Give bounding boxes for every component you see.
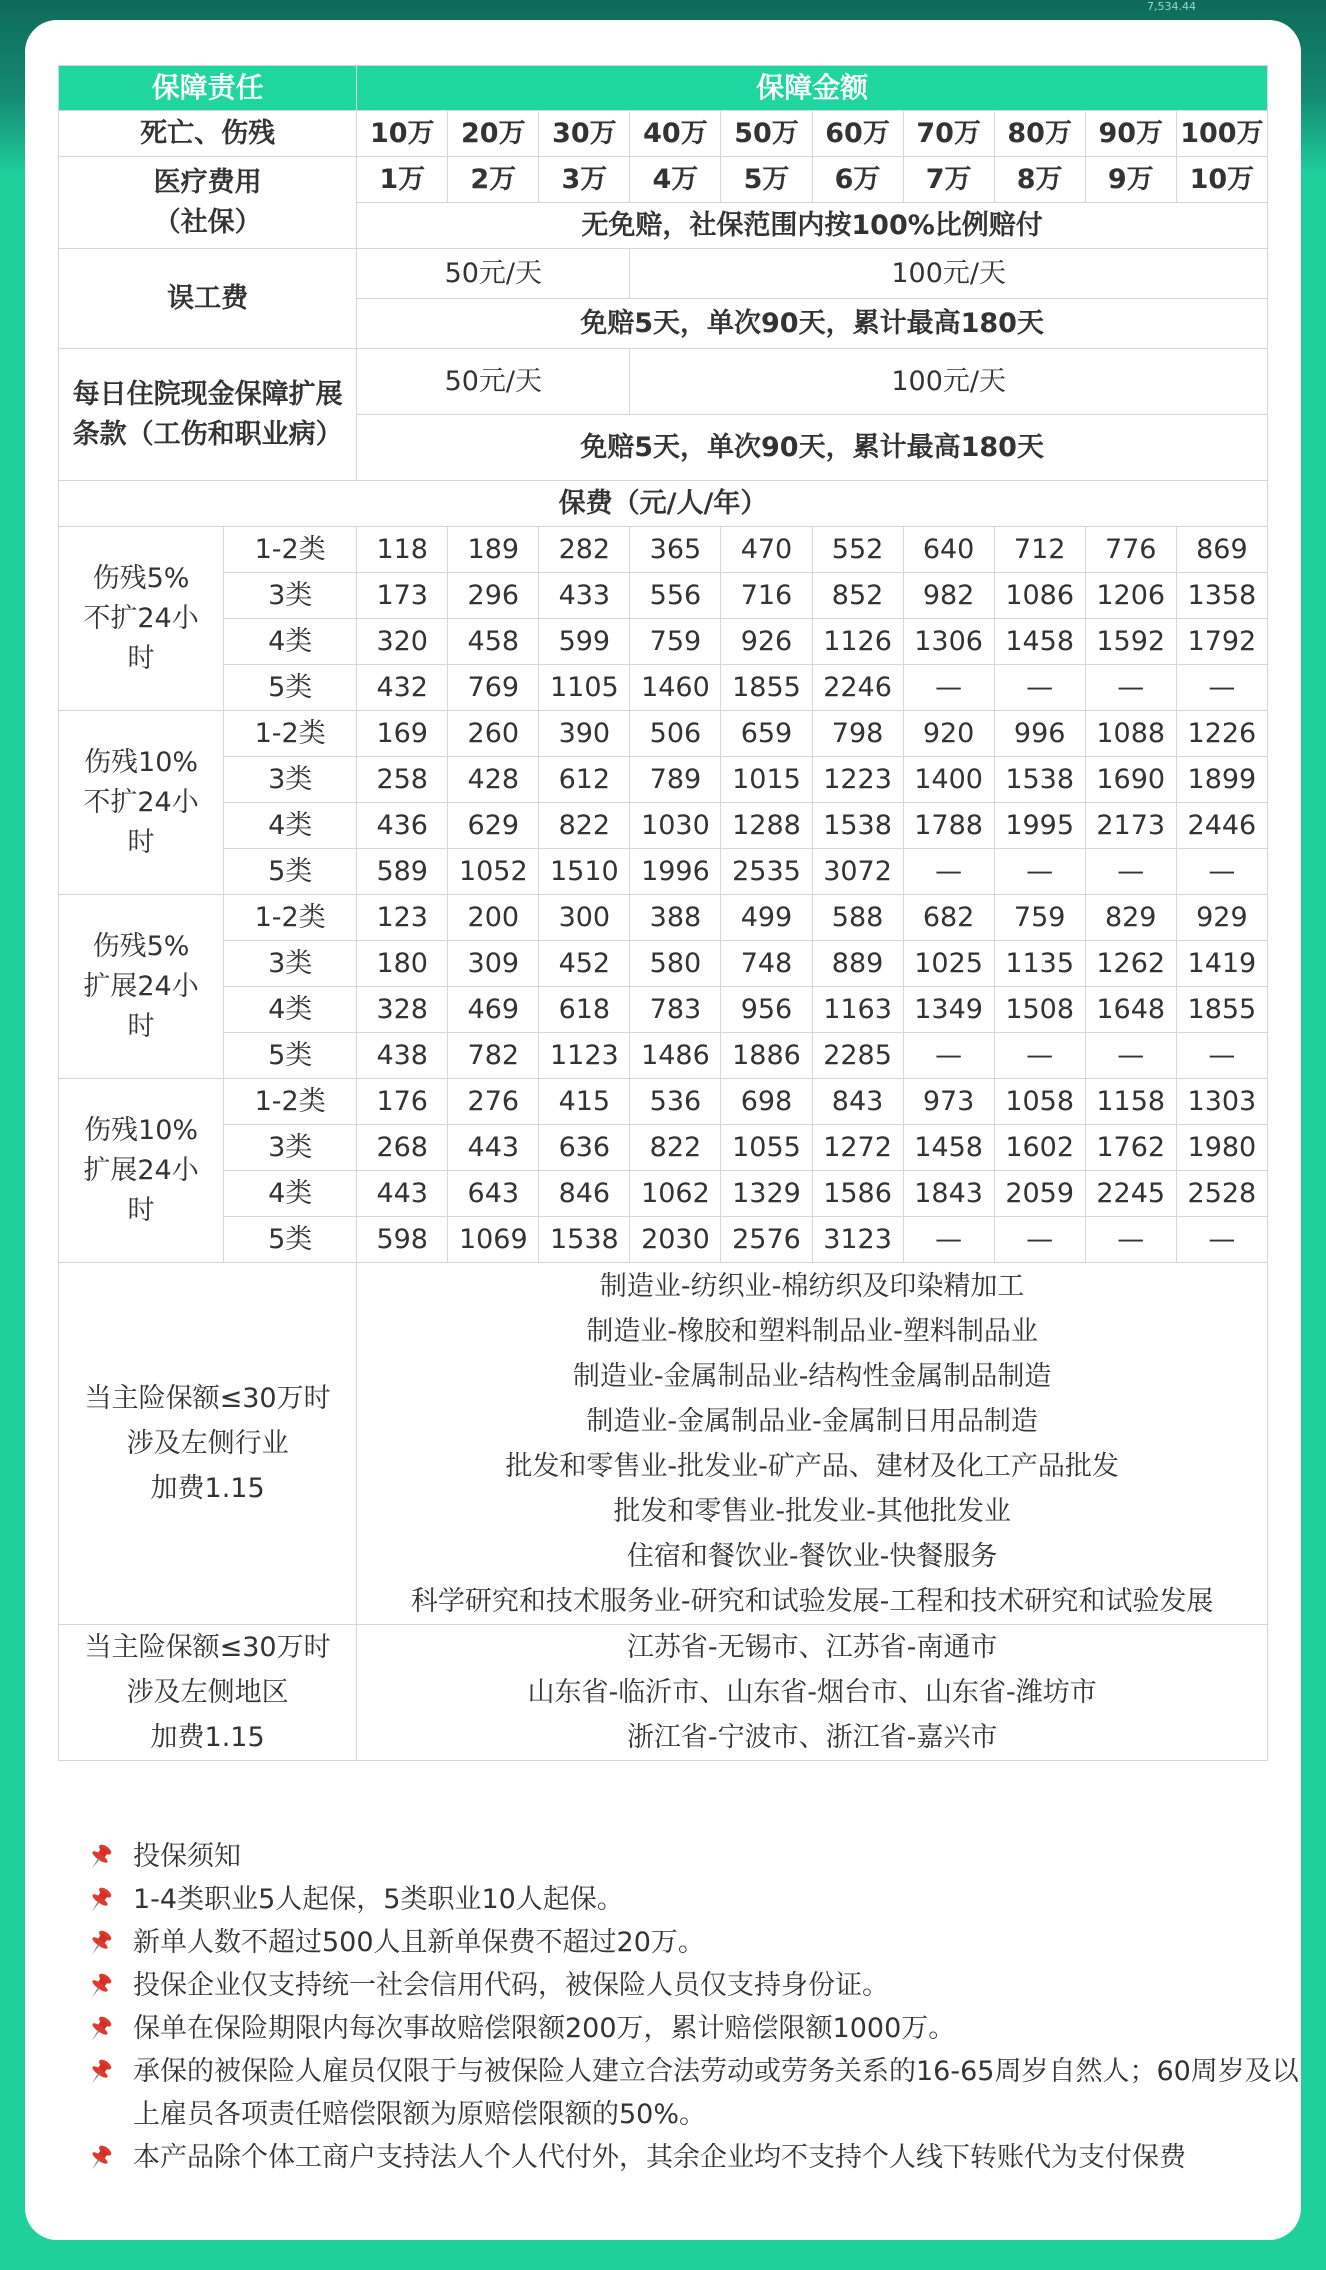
- premium-value: 1062: [630, 1171, 721, 1217]
- industry-surcharge-item: 制造业-金属制品业-金属制日用品制造: [586, 1405, 1038, 1437]
- occupation-class: 3类: [224, 941, 357, 987]
- premium-value: 415: [539, 1079, 630, 1125]
- lost-wages-label: 误工费: [59, 249, 357, 349]
- premium-value: 1586: [812, 1171, 903, 1217]
- death-amount: 80万: [994, 111, 1085, 157]
- premium-value: 2173: [1085, 803, 1176, 849]
- premium-value: 260: [448, 711, 539, 757]
- pushpin-icon: [85, 2057, 115, 2087]
- premium-value: 1510: [539, 849, 630, 895]
- table-row: [59, 757, 1268, 803]
- premium-value: 1400: [903, 757, 994, 803]
- premium-value: 1206: [1085, 573, 1176, 619]
- occupation-class: 3类: [224, 573, 357, 619]
- premium-value: 1303: [1176, 1079, 1267, 1125]
- medical-amount: 7万: [903, 157, 994, 203]
- pushpin-icon: [85, 1885, 115, 1915]
- premium-value: 169: [357, 711, 448, 757]
- premium-value: 1690: [1085, 757, 1176, 803]
- occupation-class: 3类: [224, 1125, 357, 1171]
- industry-surcharge-list: [357, 1263, 1268, 1625]
- table-row: [59, 157, 1268, 203]
- premium-value: —: [1085, 665, 1176, 711]
- note-text: 1-4类职业5人起保，5类职业10人起保。: [133, 1884, 624, 1915]
- premium-value: 589: [357, 849, 448, 895]
- medical-amount: 2万: [448, 157, 539, 203]
- coverage-table: [58, 65, 1268, 1761]
- premium-value: 1458: [903, 1125, 994, 1171]
- occupation-class: 5类: [224, 849, 357, 895]
- hospital-cash-note: 免赔5天，单次90天，累计最高180天: [357, 415, 1268, 481]
- premium-value: 698: [721, 1079, 812, 1125]
- premium-value: 843: [812, 1079, 903, 1125]
- premium-value: —: [1176, 1033, 1267, 1079]
- occupation-class: 1-2类: [224, 1079, 357, 1125]
- region-surcharge-list: [357, 1625, 1268, 1761]
- note-item: [85, 1835, 1305, 1878]
- medical-amount: 4万: [630, 157, 721, 203]
- premium-value: 469: [448, 987, 539, 1033]
- note-item: [85, 2136, 1305, 2179]
- industry-surcharge-item: 批发和零售业-批发业-其他批发业: [613, 1495, 1011, 1527]
- premium-value: 309: [448, 941, 539, 987]
- medical-amount: 3万: [539, 157, 630, 203]
- premium-value: —: [1085, 849, 1176, 895]
- note-text: 新单人数不超过500人且新单保费不超过20万。: [133, 1927, 705, 1958]
- premium-value: 328: [357, 987, 448, 1033]
- premium-value: 926: [721, 619, 812, 665]
- medical-amount: 9万: [1085, 157, 1176, 203]
- premium-value: 452: [539, 941, 630, 987]
- premium-value: 1419: [1176, 941, 1267, 987]
- table-row: [59, 803, 1268, 849]
- note-text: 投保须知: [133, 1841, 241, 1872]
- table-row: [59, 1263, 1268, 1625]
- region-surcharge-item: 山东省-临沂市、山东省-烟台市、山东省-潍坊市: [527, 1677, 1097, 1708]
- death-amount: 30万: [539, 111, 630, 157]
- region-surcharge-item: 浙江省-宁波市、浙江省-嘉兴市: [626, 1722, 998, 1753]
- occupation-class: 5类: [224, 665, 357, 711]
- premium-value: 2245: [1085, 1171, 1176, 1217]
- premium-value: 612: [539, 757, 630, 803]
- premium-value: 1486: [630, 1033, 721, 1079]
- premium-value: 1648: [1085, 987, 1176, 1033]
- premium-value: 789: [630, 757, 721, 803]
- premium-group-label: 伤残10%不扩24小时: [59, 711, 224, 895]
- premium-value: 716: [721, 573, 812, 619]
- premium-value: 1025: [903, 941, 994, 987]
- premium-value: 659: [721, 711, 812, 757]
- occupation-class: 4类: [224, 987, 357, 1033]
- medical-amount: 5万: [721, 157, 812, 203]
- premium-value: 1030: [630, 803, 721, 849]
- premium-value: 822: [630, 1125, 721, 1171]
- premium-value: 552: [812, 527, 903, 573]
- premium-value: —: [994, 1033, 1085, 1079]
- premium-value: 1123: [539, 1033, 630, 1079]
- premium-value: 759: [994, 895, 1085, 941]
- occupation-class: 4类: [224, 803, 357, 849]
- premium-value: 822: [539, 803, 630, 849]
- note-item: [85, 2007, 1305, 2050]
- premium-value: 428: [448, 757, 539, 803]
- premium-value: 1538: [812, 803, 903, 849]
- premium-value: 782: [448, 1033, 539, 1079]
- table-row: [59, 895, 1268, 941]
- premium-value: 443: [357, 1171, 448, 1217]
- premium-value: 438: [357, 1033, 448, 1079]
- premium-value: 588: [812, 895, 903, 941]
- death-amount: 20万: [448, 111, 539, 157]
- table-row: [59, 573, 1268, 619]
- premium-group-label: 伤残5%扩展24小时: [59, 895, 224, 1079]
- premium-value: 748: [721, 941, 812, 987]
- premium-value: 776: [1085, 527, 1176, 573]
- note-item: [85, 1921, 1305, 1964]
- lost-wages-high: 100元/天: [630, 249, 1268, 299]
- industry-surcharge-item: 科学研究和技术服务业-研究和试验发展-工程和技术研究和试验发展: [410, 1585, 1214, 1617]
- premium-value: 1602: [994, 1125, 1085, 1171]
- premium-value: 1855: [721, 665, 812, 711]
- occupation-class: 5类: [224, 1217, 357, 1263]
- premium-value: 2030: [630, 1217, 721, 1263]
- premium-value: 996: [994, 711, 1085, 757]
- premium-value: 1762: [1085, 1125, 1176, 1171]
- premium-value: —: [1176, 1217, 1267, 1263]
- premium-value: 973: [903, 1079, 994, 1125]
- premium-value: 1460: [630, 665, 721, 711]
- note-text: 本产品除个体工商户支持法人个人代付外，其余企业均不支持个人线下转账代为支付保费: [133, 2142, 1186, 2173]
- occupation-class: 1-2类: [224, 527, 357, 573]
- premium-value: 1995: [994, 803, 1085, 849]
- note-text: 保单在保险期限内每次事故赔偿限额200万，累计赔偿限额1000万。: [133, 2013, 956, 2044]
- premium-value: —: [994, 665, 1085, 711]
- premium-group-label: 伤残5%不扩24小时: [59, 527, 224, 711]
- premium-value: 2446: [1176, 803, 1267, 849]
- premium-value: 1538: [539, 1217, 630, 1263]
- medical-amount: 6万: [812, 157, 903, 203]
- medical-note: 无免赔，社保范围内按100%比例赔付: [357, 203, 1268, 249]
- content-card: [25, 20, 1301, 2240]
- premium-value: 929: [1176, 895, 1267, 941]
- premium-value: 598: [357, 1217, 448, 1263]
- hospital-cash-high: 100元/天: [630, 349, 1268, 415]
- header-ticker: 7,534.44: [1147, 0, 1196, 13]
- premium-value: 1855: [1176, 987, 1267, 1033]
- table-row: [59, 987, 1268, 1033]
- lost-wages-note: 免赔5天，单次90天，累计最高180天: [357, 299, 1268, 349]
- premium-value: —: [1085, 1033, 1176, 1079]
- premium-value: 1015: [721, 757, 812, 803]
- premium-value: 536: [630, 1079, 721, 1125]
- premium-value: 1592: [1085, 619, 1176, 665]
- premium-value: 1086: [994, 573, 1085, 619]
- premium-value: 189: [448, 527, 539, 573]
- death-amount: 100万: [1176, 111, 1267, 157]
- premium-value: 1226: [1176, 711, 1267, 757]
- table-row: [59, 249, 1268, 299]
- premium-value: 470: [721, 527, 812, 573]
- premium-value: 320: [357, 619, 448, 665]
- premium-value: 1058: [994, 1079, 1085, 1125]
- pushpin-icon: [85, 1928, 115, 1958]
- table-row: [59, 1217, 1268, 1263]
- premium-value: 2246: [812, 665, 903, 711]
- premium-value: 2535: [721, 849, 812, 895]
- premium-value: —: [903, 665, 994, 711]
- table-row: [59, 1625, 1268, 1761]
- region-surcharge-item: 江苏省-无锡市、江苏省-南通市: [626, 1632, 998, 1663]
- premium-value: 2059: [994, 1171, 1085, 1217]
- premium-value: 1458: [994, 619, 1085, 665]
- premium-value: 390: [539, 711, 630, 757]
- notes-list: [85, 1835, 1305, 2179]
- premium-value: 769: [448, 665, 539, 711]
- premium-value: 388: [630, 895, 721, 941]
- premium-value: 1886: [721, 1033, 812, 1079]
- premium-value: 296: [448, 573, 539, 619]
- pushpin-icon: [85, 2014, 115, 2044]
- note-item: [85, 1878, 1305, 1921]
- occupation-class: 5类: [224, 1033, 357, 1079]
- region-surcharge-label: [59, 1625, 357, 1761]
- hospital-cash-low: 50元/天: [357, 349, 630, 415]
- occupation-class: 4类: [224, 619, 357, 665]
- premium-value: —: [903, 1033, 994, 1079]
- premium-value: 580: [630, 941, 721, 987]
- premium-value: 2576: [721, 1217, 812, 1263]
- premium-value: 173: [357, 573, 448, 619]
- premium-value: 1105: [539, 665, 630, 711]
- premium-value: 3072: [812, 849, 903, 895]
- header-amount: 保障金额: [357, 66, 1268, 111]
- pushpin-icon: [85, 1971, 115, 2001]
- premium-group-label: 伤残10%扩展24小时: [59, 1079, 224, 1263]
- premium-value: 1088: [1085, 711, 1176, 757]
- note-item: [85, 1964, 1305, 2007]
- pushpin-icon: [85, 2143, 115, 2173]
- premium-value: 682: [903, 895, 994, 941]
- premium-value: 2285: [812, 1033, 903, 1079]
- premium-value: 956: [721, 987, 812, 1033]
- premium-value: 783: [630, 987, 721, 1033]
- premium-value: —: [903, 849, 994, 895]
- premium-value: 365: [630, 527, 721, 573]
- death-amount: 50万: [721, 111, 812, 157]
- table-row: [59, 527, 1268, 573]
- premium-value: 1288: [721, 803, 812, 849]
- premium-value: 636: [539, 1125, 630, 1171]
- table-row: [59, 619, 1268, 665]
- table-row: [59, 111, 1268, 157]
- death-label: 死亡、伤残: [59, 111, 357, 157]
- premium-value: 268: [357, 1125, 448, 1171]
- premium-value: 3123: [812, 1217, 903, 1263]
- note-item: [85, 2050, 1305, 2136]
- premium-value: 982: [903, 573, 994, 619]
- premium-value: —: [1176, 665, 1267, 711]
- pushpin-icon: [85, 1842, 115, 1872]
- table-row: [59, 1033, 1268, 1079]
- region-surcharge-label-line: 涉及左侧地区: [126, 1677, 289, 1708]
- premium-value: 499: [721, 895, 812, 941]
- note-text: 投保企业仅支持统一社会信用代码，被保险人员仅支持身份证。: [133, 1970, 889, 2001]
- premium-value: 1126: [812, 619, 903, 665]
- table-row: [59, 349, 1268, 415]
- table-row: [59, 711, 1268, 757]
- lost-wages-low: 50元/天: [357, 249, 630, 299]
- premium-value: 282: [539, 527, 630, 573]
- premium-value: 506: [630, 711, 721, 757]
- premium-value: 1158: [1085, 1079, 1176, 1125]
- premium-value: 258: [357, 757, 448, 803]
- table-row: [59, 665, 1268, 711]
- industry-surcharge-item: 制造业-金属制品业-结构性金属制品制造: [572, 1360, 1052, 1392]
- premium-value: 1306: [903, 619, 994, 665]
- industry-surcharge-item: 批发和零售业-批发业-矿产品、建材及化工产品批发: [505, 1450, 1119, 1482]
- premium-value: 180: [357, 941, 448, 987]
- premium-value: 176: [357, 1079, 448, 1125]
- premium-value: 1980: [1176, 1125, 1267, 1171]
- premium-value: 1223: [812, 757, 903, 803]
- death-amount: 90万: [1085, 111, 1176, 157]
- premium-value: 1055: [721, 1125, 812, 1171]
- industry-surcharge-item: 制造业-纺织业-棉纺织及印染精加工: [599, 1270, 1025, 1302]
- premium-value: 2528: [1176, 1171, 1267, 1217]
- premium-value: 443: [448, 1125, 539, 1171]
- table-row: [59, 1079, 1268, 1125]
- premium-value: 276: [448, 1079, 539, 1125]
- premium-value: —: [1176, 849, 1267, 895]
- premium-value: 629: [448, 803, 539, 849]
- premium-value: 1508: [994, 987, 1085, 1033]
- premium-value: —: [994, 1217, 1085, 1263]
- premium-value: 300: [539, 895, 630, 941]
- premium-value: 1272: [812, 1125, 903, 1171]
- premium-value: 436: [357, 803, 448, 849]
- premium-value: 1996: [630, 849, 721, 895]
- header-liability: 保障责任: [59, 66, 357, 111]
- premium-value: 920: [903, 711, 994, 757]
- hospital-cash-label: 每日住院现金保障扩展条款（工伤和职业病）: [59, 349, 357, 481]
- premium-value: 1899: [1176, 757, 1267, 803]
- premium-value: 1843: [903, 1171, 994, 1217]
- premium-value: 846: [539, 1171, 630, 1217]
- table-row: [59, 1125, 1268, 1171]
- premium-value: 118: [357, 527, 448, 573]
- death-amount: 40万: [630, 111, 721, 157]
- premium-value: 123: [357, 895, 448, 941]
- premium-value: 1135: [994, 941, 1085, 987]
- medical-label: 医疗费用（社保）: [59, 157, 357, 249]
- premium-header: 保费（元/人/年）: [59, 481, 1268, 527]
- occupation-class: 3类: [224, 757, 357, 803]
- premium-value: 556: [630, 573, 721, 619]
- premium-value: 798: [812, 711, 903, 757]
- premium-value: 433: [539, 573, 630, 619]
- table-row: [59, 941, 1268, 987]
- premium-value: 852: [812, 573, 903, 619]
- premium-value: —: [903, 1217, 994, 1263]
- region-surcharge-label-line: 加费1.15: [150, 1722, 265, 1753]
- premium-value: —: [1085, 1217, 1176, 1263]
- note-text: 承保的被保险人雇员仅限于与被保险人建立合法劳动或劳务关系的16-65周岁自然人；60周岁及以上雇员各项责任赔偿限额为原赔偿限额的50%。: [133, 2056, 1299, 2130]
- industry-surcharge-label-line: 加费1.15: [150, 1473, 265, 1504]
- premium-value: 1069: [448, 1217, 539, 1263]
- region-surcharge-label-line: 当主险保额≤30万时: [84, 1632, 331, 1663]
- table-row: [59, 66, 1268, 111]
- premium-value: 599: [539, 619, 630, 665]
- premium-value: 759: [630, 619, 721, 665]
- premium-value: 432: [357, 665, 448, 711]
- medical-amount: 8万: [994, 157, 1085, 203]
- premium-value: 458: [448, 619, 539, 665]
- premium-value: 869: [1176, 527, 1267, 573]
- premium-value: 640: [903, 527, 994, 573]
- premium-value: 1329: [721, 1171, 812, 1217]
- premium-value: 1262: [1085, 941, 1176, 987]
- industry-surcharge-item: 制造业-橡胶和塑料制品业-塑料制品业: [586, 1315, 1038, 1347]
- premium-value: 829: [1085, 895, 1176, 941]
- death-amount: 70万: [903, 111, 994, 157]
- premium-value: 889: [812, 941, 903, 987]
- table-row: [59, 481, 1268, 527]
- premium-value: 200: [448, 895, 539, 941]
- premium-value: 1052: [448, 849, 539, 895]
- premium-value: 1792: [1176, 619, 1267, 665]
- premium-value: 1358: [1176, 573, 1267, 619]
- occupation-class: 1-2类: [224, 895, 357, 941]
- premium-value: 1163: [812, 987, 903, 1033]
- premium-value: 1538: [994, 757, 1085, 803]
- table-row: [59, 849, 1268, 895]
- medical-amount: 1万: [357, 157, 448, 203]
- premium-value: 712: [994, 527, 1085, 573]
- industry-surcharge-label: [59, 1263, 357, 1625]
- premium-value: 643: [448, 1171, 539, 1217]
- industry-surcharge-label-line: 当主险保额≤30万时: [84, 1383, 331, 1414]
- premium-value: —: [994, 849, 1085, 895]
- death-amount: 10万: [357, 111, 448, 157]
- premium-value: 1788: [903, 803, 994, 849]
- premium-value: 618: [539, 987, 630, 1033]
- occupation-class: 4类: [224, 1171, 357, 1217]
- premium-value: 1349: [903, 987, 994, 1033]
- medical-amount: 10万: [1176, 157, 1267, 203]
- industry-surcharge-item: 住宿和餐饮业-餐饮业-快餐服务: [626, 1540, 998, 1572]
- industry-surcharge-label-line: 涉及左侧行业: [126, 1428, 289, 1459]
- occupation-class: 1-2类: [224, 711, 357, 757]
- death-amount: 60万: [812, 111, 903, 157]
- table-row: [59, 1171, 1268, 1217]
